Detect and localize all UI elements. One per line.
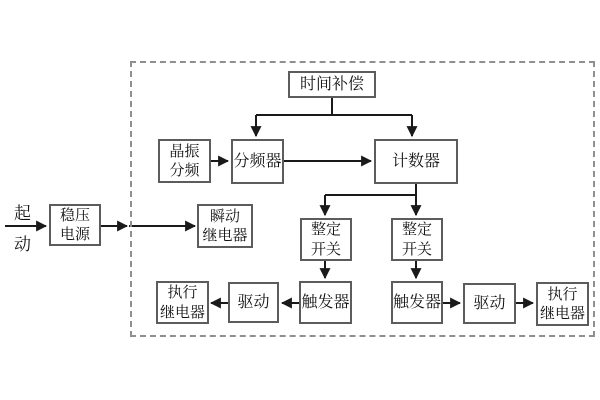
start-label-line2: 动 — [14, 235, 31, 255]
node-label: 整定 — [310, 220, 341, 238]
node-label: 开关 — [401, 239, 432, 258]
node-setting-switch-2 — [391, 218, 443, 261]
node-instant-relay — [197, 204, 253, 248]
node-label: 执行 — [547, 284, 578, 303]
node-label: 时间补偿 — [299, 74, 364, 94]
node-label: 计数器 — [391, 151, 440, 171]
node-label: 继电器 — [159, 302, 205, 321]
node-label: 驱动 — [473, 293, 506, 313]
node-label: 执行 — [167, 283, 198, 301]
start-label-line1: 起 — [14, 204, 31, 224]
node-drive-2 — [463, 283, 516, 324]
node-label: 继电器 — [539, 304, 585, 322]
node-label: 电源 — [59, 225, 90, 243]
node-label: 驱动 — [237, 292, 270, 312]
node-trigger-2 — [391, 281, 443, 324]
node-drive-1 — [228, 282, 279, 323]
node-setting-switch-1 — [300, 218, 352, 261]
node-label: 分频 — [169, 161, 200, 179]
node-regulator — [49, 204, 101, 246]
node-time-compensation — [288, 71, 376, 98]
node-label: 瞬动 — [209, 206, 240, 225]
node-label: 触发器 — [301, 292, 350, 312]
node-counter — [374, 139, 458, 184]
node-label: 稳压 — [59, 205, 90, 224]
node-exec-relay-2 — [536, 282, 589, 326]
node-frequency-divider — [231, 139, 284, 184]
node-label: 分频器 — [233, 151, 282, 171]
node-label: 整定 — [401, 220, 432, 238]
node-label: 开关 — [310, 239, 341, 258]
node-label: 继电器 — [202, 226, 248, 244]
node-exec-relay-1 — [156, 281, 209, 324]
node-trigger-1 — [299, 281, 352, 324]
node-label: 触发器 — [393, 292, 442, 312]
node-label: 晶振 — [169, 141, 200, 160]
node-crystal-divider — [158, 139, 211, 183]
